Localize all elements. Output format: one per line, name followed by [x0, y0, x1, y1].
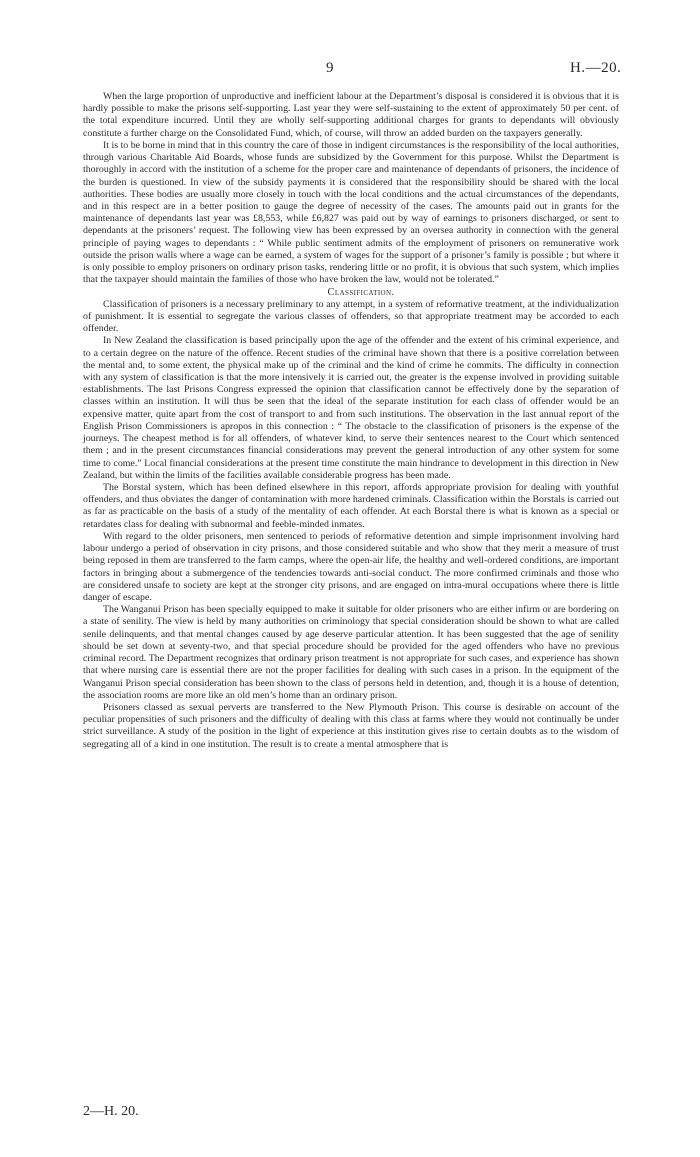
- paragraph: The Wanganui Prison has been specially equipped to make it suitable for older prisoners who are either infirm or are bordering on a state of senility. The view is held by many authorities on criminology that special consideration should be shown to what are called senile delinquents, and that mental changes caused by age deserve particular attention. It has been suggested that the age of senility should be set down at seventy-two, and that special procedure should be provided for the aged offenders who have no previous criminal record. The Department recognizes that ordinary prison treatment is not appropriate for such cases, and experience has shown that where nursing care is essential there are not the proper facilities for dealing with such cases in a prison. In the equipment of the Wanganui Prison special consideration has been shown to the class of persons held in detention, and, though it is a house of detention, the association rooms are more like an old men’s home than an ordinary prison.: [83, 604, 619, 701]
- section-heading: Classification.: [327, 286, 395, 298]
- paragraph: With regard to the older prisoners, men sentenced to periods of reformative detention and simple imprisonment involving hard labour undergo a period of observation in city prisons, and those considered suitable and who show that they merit a measure of trust being reposed in them are transferred to the farm camps, where the open-air life, the healthy and well-ordered conditions, are important factors in bringing about a submergence of the tendencies towards anti-social conduct. The more confirmed criminals and those who are considered unsafe to society are kept at the stronger city prisons, and are engaged on intra-mural occupations where there is little danger of escape.: [83, 530, 619, 603]
- document-reference: H.—20.: [570, 60, 622, 76]
- paragraph: In New Zealand the classification is based principally upon the age of the offender and the extent of his criminal experience, and to a certain degree on the nature of the offence. Recent studies of the criminal have shown that there is a positive correlation between the mental and, to some extent, the physical make up of the criminal and the kind of crime he commits. The difficulty in connection with any system of classification is that the more intensively it is carried out, the greater is the expense involved in providing suitable establishments. The last Prisons Congress expressed the opinion that classification cannot be effectively done by the separation of classes within an institution. It will thus be seen that the ideal of the separate institution for each class of offender would be an expensive matter, quite apart from the cost of transport to and from such institutions. The observation in the last annual report of the English Prison Commissioners is apropos in this connection : “ The obstacle to the classification of prisoners is the expense of the journeys. The cheapest method is for all offenders, of whatever kind, to serve their sentences nearest to the Court which sentenced them ; and in the present circumstances financial considerations may prevent the general introduction of any other system for some time to come.” Local financial considerations at the present time constitute the main hindrance to development in this direction in New Zealand, but within the limits of the facilities available considerable progress has been made.: [83, 335, 619, 481]
- paragraph: The Borstal system, which has been defined elsewhere in this report, affords appropriate provision for dealing with youthful offenders, and thus obviates the danger of contamination with more hardened criminals. Classification within the Borstals is carried out as far as practicable on the basis of a study of the mentality of each offender. At each Borstal there is what is known as a special or retardates class for dealing with subnormal and feeble-minded inmates.: [83, 482, 619, 530]
- body-text: [83, 91, 619, 751]
- paragraph: When the large proportion of unproductive and inefficient labour at the Department’s disposal is considered it is obvious that it is hardly possible to make the prisons self-supporting. Last year they were self-sustaining to the extent of approximately 50 per cent. of the total expenditure incurred. Until they are wholly self-supporting additional charges for grants to dependants will obviously constitute a further charge on the Consolidated Fund, which, of course, will throw an added burden on the taxpayers generally.: [83, 91, 619, 139]
- paragraph: Classification of prisoners is a necessary preliminary to any attempt, in a system of reformative treatment, at the individualization of punishment. It is essential to segregate the various classes of offenders, so that appropriate treatment may be accorded to each offender.: [83, 298, 619, 335]
- paragraph: It is to be borne in mind that in this country the care of those in indigent circumstances is the responsibility of the local authorities, through various Charitable Aid Boards, whose funds are subsidized by the Government for this purpose. Whilst the Department is thoroughly in accord with the institution of a scheme for the proper care and maintenance of dependants of prisoners, the incidence of the burden is questioned. In view of the subsidy payments it is considered that the responsibility should be shared with the local authorities. These bodies are usually more closely in touch with the local conditions and the actual circumstances of the dependants, and in this respect are in a better position to gauge the degree of necessity of the cases. The amounts paid out in grants for the maintenance of dependants last year was £8,553, while £6,827 was paid out by way of earnings to prisoners discharged, or sent to dependants at the prisoners’ request. The following view has been expressed by an oversea authority in connection with the general principle of paying wages to dependants : “ While public sentiment admits of the employment of prisoners on remunerative work outside the prison walls where a wage can be earned, a system of wages for the support of a prisoner’s family is possible ; but where it is only possible to employ prisoners on ordinary prison tasks, rendering little or no profit, it is obvious that such system, which implies that the taxpayer should maintain the families of those who have broken the law, would not be tolerated.”: [83, 139, 619, 286]
- page-number: 9: [326, 60, 334, 76]
- signature-mark: 2—H. 20.: [83, 1104, 139, 1119]
- paragraph: Prisoners classed as sexual perverts are transferred to the New Plymouth Prison. This course is desirable on account of the peculiar propensities of such prisoners and the difficulty of dealing with this class at farms where they would not continually be under strict surveillance. A study of the position in the light of experience at this institution gives rise to certain doubts as to the wisdom of segregating all of a kind in one institution. The result is to create a mental atmosphere that is: [83, 701, 619, 750]
